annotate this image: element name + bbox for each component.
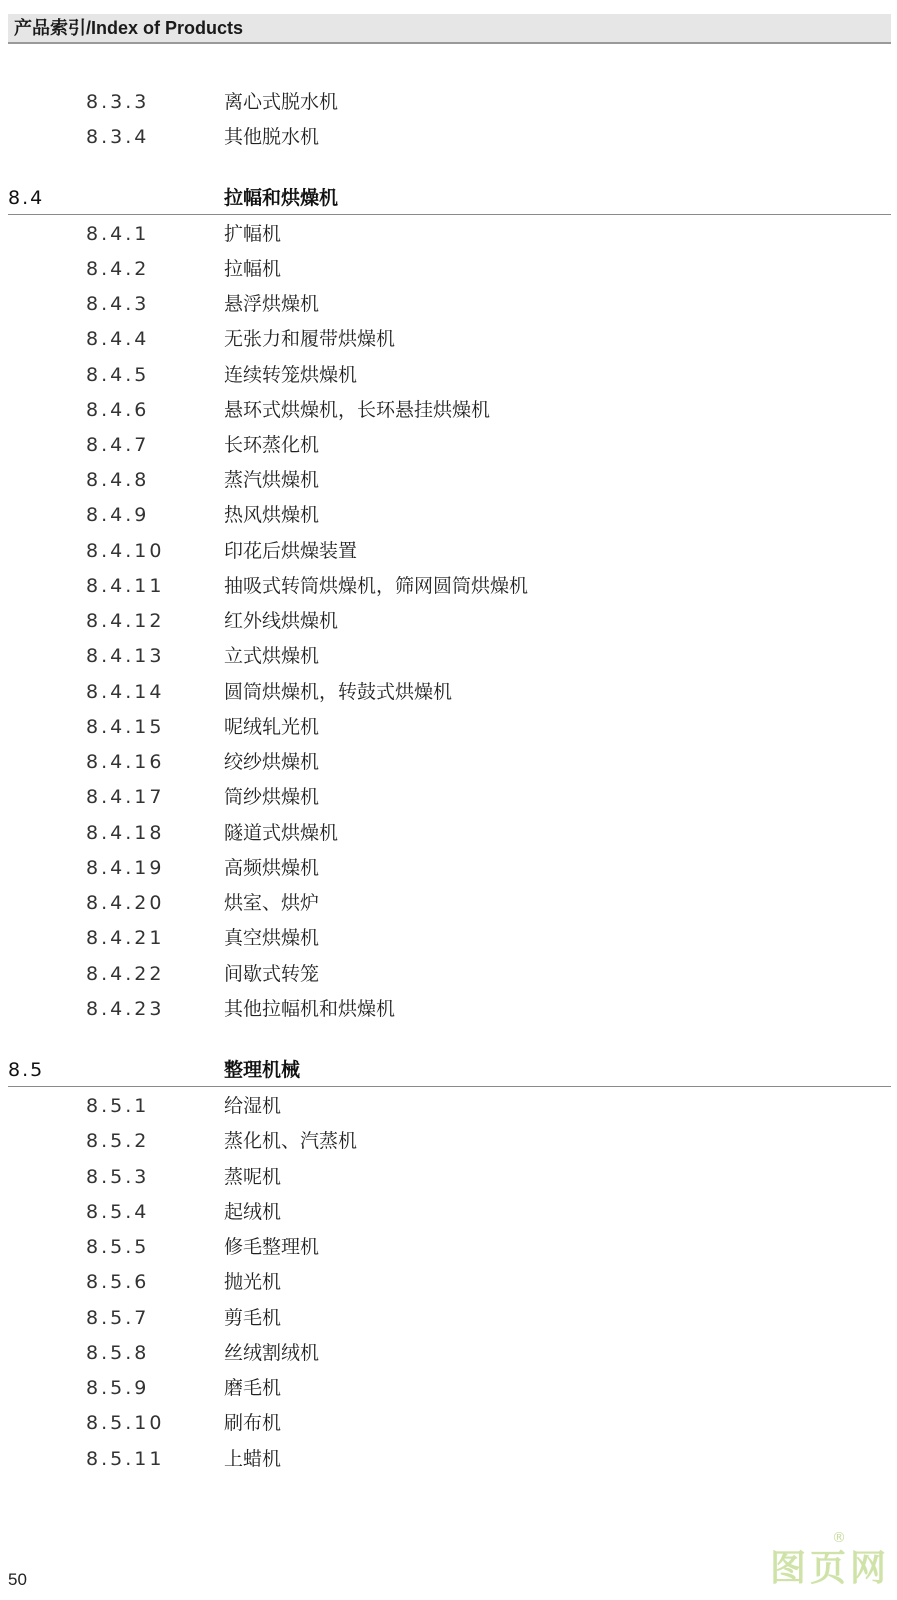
list-item — [0, 711, 897, 741]
item-label: 给湿机 — [224, 1095, 282, 1117]
item-label: 印花后烘燥装置 — [224, 540, 358, 562]
page-number: 50 — [8, 1570, 27, 1589]
item-label: 其他脱水机 — [224, 126, 320, 148]
item-number: 8.4.14 — [86, 681, 165, 703]
item-number: 8.4.16 — [86, 751, 165, 773]
item-label: 红外线烘燥机 — [224, 610, 339, 632]
item-number: 8.4.17 — [86, 786, 165, 808]
watermark-logo — [770, 1530, 890, 1590]
list-item — [0, 605, 897, 635]
item-number: 8.4.19 — [86, 857, 165, 879]
item-number: 8.4.4 — [86, 328, 150, 350]
item-number: 8.4.22 — [86, 963, 165, 985]
item-label: 拉幅机 — [224, 258, 282, 280]
item-number: 8.4.12 — [86, 610, 165, 632]
item-number: 8.4.18 — [86, 822, 165, 844]
item-number: 8.5.2 — [86, 1130, 150, 1152]
item-number: 8.5.3 — [86, 1166, 150, 1188]
item-label: 隧道式烘燥机 — [224, 822, 339, 844]
list-item — [0, 958, 897, 988]
list-item — [0, 86, 897, 116]
item-label: 其他拉幅机和烘燥机 — [224, 998, 396, 1020]
list-item — [0, 1161, 897, 1191]
item-number: 8.5.7 — [86, 1307, 150, 1329]
item-label: 烘室、烘炉 — [224, 892, 320, 914]
item-label: 真空烘燥机 — [224, 927, 320, 949]
list-item — [0, 746, 897, 776]
item-label: 蒸汽烘燥机 — [224, 469, 320, 491]
list-item — [0, 1231, 897, 1261]
item-label: 磨毛机 — [224, 1377, 282, 1399]
item-number: 8.4.8 — [86, 469, 150, 491]
registered-mark: ® — [832, 1530, 846, 1546]
item-number: 8.5.6 — [86, 1271, 150, 1293]
item-number: 8.4.20 — [86, 892, 165, 914]
list-item — [0, 464, 897, 494]
list-item — [0, 852, 897, 882]
section-number: 8.4 — [8, 187, 45, 209]
item-label: 连续转笼烘燥机 — [224, 364, 358, 386]
section-heading-8-5 — [8, 1056, 891, 1087]
list-item — [0, 394, 897, 424]
list-item — [0, 922, 897, 952]
item-label: 长环蒸化机 — [224, 434, 320, 456]
item-number: 8.3.3 — [86, 91, 150, 113]
list-item — [0, 429, 897, 459]
item-number: 8.4.9 — [86, 504, 150, 526]
list-item — [0, 1125, 897, 1155]
item-label: 刷布机 — [224, 1412, 282, 1434]
item-label: 热风烘燥机 — [224, 504, 320, 526]
item-label: 悬浮烘燥机 — [224, 293, 320, 315]
item-label: 修毛整理机 — [224, 1236, 320, 1258]
item-label: 起绒机 — [224, 1201, 282, 1223]
item-label: 抛光机 — [224, 1271, 282, 1293]
section-heading-8-4 — [8, 184, 891, 215]
item-label: 离心式脱水机 — [224, 91, 339, 113]
list-item — [0, 993, 897, 1023]
item-number: 8.5.11 — [86, 1448, 165, 1470]
list-item — [0, 121, 897, 151]
item-number: 8.5.5 — [86, 1236, 150, 1258]
item-label: 剪毛机 — [224, 1307, 282, 1329]
list-item — [0, 887, 897, 917]
list-item — [0, 1407, 897, 1437]
item-label: 蒸呢机 — [224, 1166, 282, 1188]
section-number: 8.5 — [8, 1059, 45, 1081]
item-number: 8.4.1 — [86, 223, 150, 245]
item-number: 8.4.2 — [86, 258, 150, 280]
list-item — [0, 640, 897, 670]
list-item — [0, 535, 897, 565]
item-number: 8.4.15 — [86, 716, 165, 738]
section-title: 整理机械 — [224, 1059, 301, 1081]
item-label: 圆筒烘燥机，转鼓式烘燥机 — [224, 681, 453, 703]
item-label: 扩幅机 — [224, 223, 282, 245]
item-number: 8.4.11 — [86, 575, 165, 597]
list-item — [0, 499, 897, 529]
item-label: 呢绒轧光机 — [224, 716, 320, 738]
item-label: 筒纱烘燥机 — [224, 786, 320, 808]
item-number: 8.5.1 — [86, 1095, 150, 1117]
item-number: 8.4.5 — [86, 364, 150, 386]
item-label: 抽吸式转筒烘燥机，筛网圆筒烘燥机 — [224, 575, 529, 597]
list-item — [0, 676, 897, 706]
list-item — [0, 253, 897, 283]
item-number: 8.5.8 — [86, 1342, 150, 1364]
item-label: 上蜡机 — [224, 1448, 282, 1470]
list-item — [0, 1443, 897, 1473]
list-item — [0, 218, 897, 248]
list-item — [0, 1337, 897, 1367]
item-number: 8.5.4 — [86, 1201, 150, 1223]
item-number: 8.5.9 — [86, 1377, 150, 1399]
item-number: 8.5.10 — [86, 1412, 165, 1434]
header-bar — [8, 14, 891, 44]
page-title: 产品索引/Index of Products — [14, 18, 244, 38]
item-label: 绞纱烘燥机 — [224, 751, 320, 773]
item-number: 8.4.6 — [86, 399, 150, 421]
item-label: 立式烘燥机 — [224, 645, 320, 667]
item-number: 8.4.21 — [86, 927, 165, 949]
watermark-text: 图页网 — [770, 1548, 891, 1589]
list-item — [0, 1372, 897, 1402]
item-number: 8.4.10 — [86, 540, 165, 562]
list-item — [0, 359, 897, 389]
list-item — [0, 1302, 897, 1332]
item-number: 8.4.3 — [86, 293, 150, 315]
item-label: 间歇式转笼 — [224, 963, 320, 985]
item-label: 丝绒割绒机 — [224, 1342, 320, 1364]
list-item — [0, 781, 897, 811]
list-item — [0, 1266, 897, 1296]
item-number: 8.4.7 — [86, 434, 150, 456]
list-item — [0, 570, 897, 600]
item-number: 8.3.4 — [86, 126, 150, 148]
list-item — [0, 1196, 897, 1226]
item-number: 8.4.23 — [86, 998, 165, 1020]
item-label: 无张力和履带烘燥机 — [224, 328, 396, 350]
item-label: 蒸化机、汽蒸机 — [224, 1130, 358, 1152]
item-label: 高频烘燥机 — [224, 857, 320, 879]
list-item — [0, 323, 897, 353]
list-item — [0, 288, 897, 318]
list-item — [0, 1090, 897, 1120]
list-item — [0, 817, 897, 847]
item-label: 悬环式烘燥机，长环悬挂烘燥机 — [224, 399, 491, 421]
section-title: 拉幅和烘燥机 — [224, 187, 339, 209]
item-number: 8.4.13 — [86, 645, 165, 667]
